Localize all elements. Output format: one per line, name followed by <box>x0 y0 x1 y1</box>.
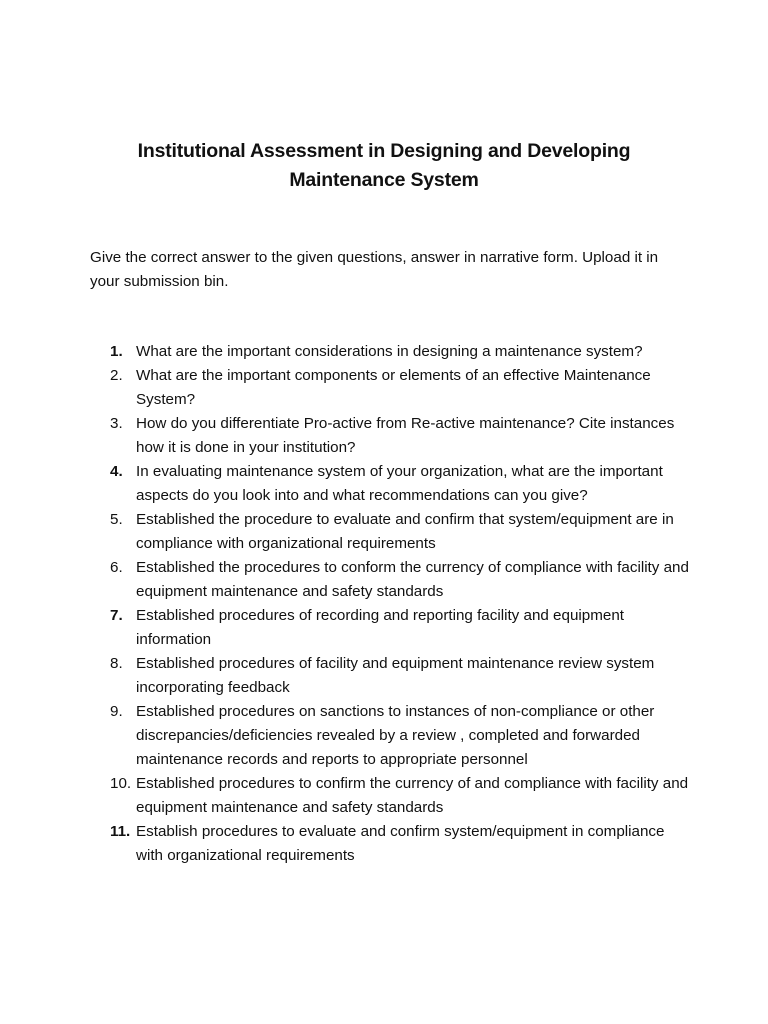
question-text: Established procedures to confirm the currency of and compliance with facility and equipment maintenance and safety standards <box>136 775 689 816</box>
question-text: How do you differentiate Pro-active from Re-active maintenance? Cite instances how it is done in your institution? <box>136 415 675 456</box>
question-number: 5. <box>110 511 123 528</box>
question-number: 6. <box>110 559 123 576</box>
question-text: Established procedures on sanctions to instances of non-compliance or other discrepancies/deficiencies revealed by a review , completed and forwarded maintenance records and reports to appropriate personnel <box>136 703 655 768</box>
question-number: 8. <box>110 655 123 672</box>
question-item <box>90 820 690 868</box>
question-item <box>90 508 690 556</box>
question-item <box>90 772 690 820</box>
question-number: 2. <box>110 367 123 384</box>
question-item <box>90 460 690 508</box>
question-text: What are the important considerations in designing a maintenance system? <box>136 343 643 360</box>
question-text: Established procedures of recording and reporting facility and equipment information <box>136 607 624 648</box>
title-line-1: Institutional Assessment in Designing and Developing <box>137 140 631 162</box>
question-text: Established the procedures to conform the currency of compliance with facility and equipment maintenance and safety standards <box>136 559 689 600</box>
question-number: 9. <box>110 703 123 720</box>
question-number: 3. <box>110 415 123 432</box>
title-line-2: Maintenance System <box>289 169 479 191</box>
question-item <box>90 364 690 412</box>
question-text: In evaluating maintenance system of your organization, what are the important aspects do you look into and what recommendations can you give? <box>136 463 663 504</box>
question-item <box>90 556 690 604</box>
question-item <box>90 340 690 364</box>
question-text: Established the procedure to evaluate and confirm that system/equipment are in compliance with organizational requirements <box>136 511 674 552</box>
questions-list <box>90 340 690 868</box>
question-item <box>90 652 690 700</box>
question-text: What are the important components or elements of an effective Maintenance System? <box>136 367 651 408</box>
instructions-paragraph: Give the correct answer to the given questions, answer in narrative form. Upload it in your submission bin. <box>90 249 659 290</box>
question-item <box>90 604 690 652</box>
question-number: 1. <box>110 343 123 360</box>
question-number: 11. <box>110 823 131 840</box>
question-item <box>90 412 690 460</box>
document-title <box>90 137 678 195</box>
question-number: 10. <box>110 775 132 792</box>
question-text: Established procedures of facility and equipment maintenance review system incorporating feedback <box>136 655 655 696</box>
question-number: 4. <box>110 463 123 480</box>
question-item <box>90 700 690 772</box>
question-text: Establish procedures to evaluate and confirm system/equipment in compliance with organizational requirements <box>136 823 665 864</box>
question-number: 7. <box>110 607 123 624</box>
